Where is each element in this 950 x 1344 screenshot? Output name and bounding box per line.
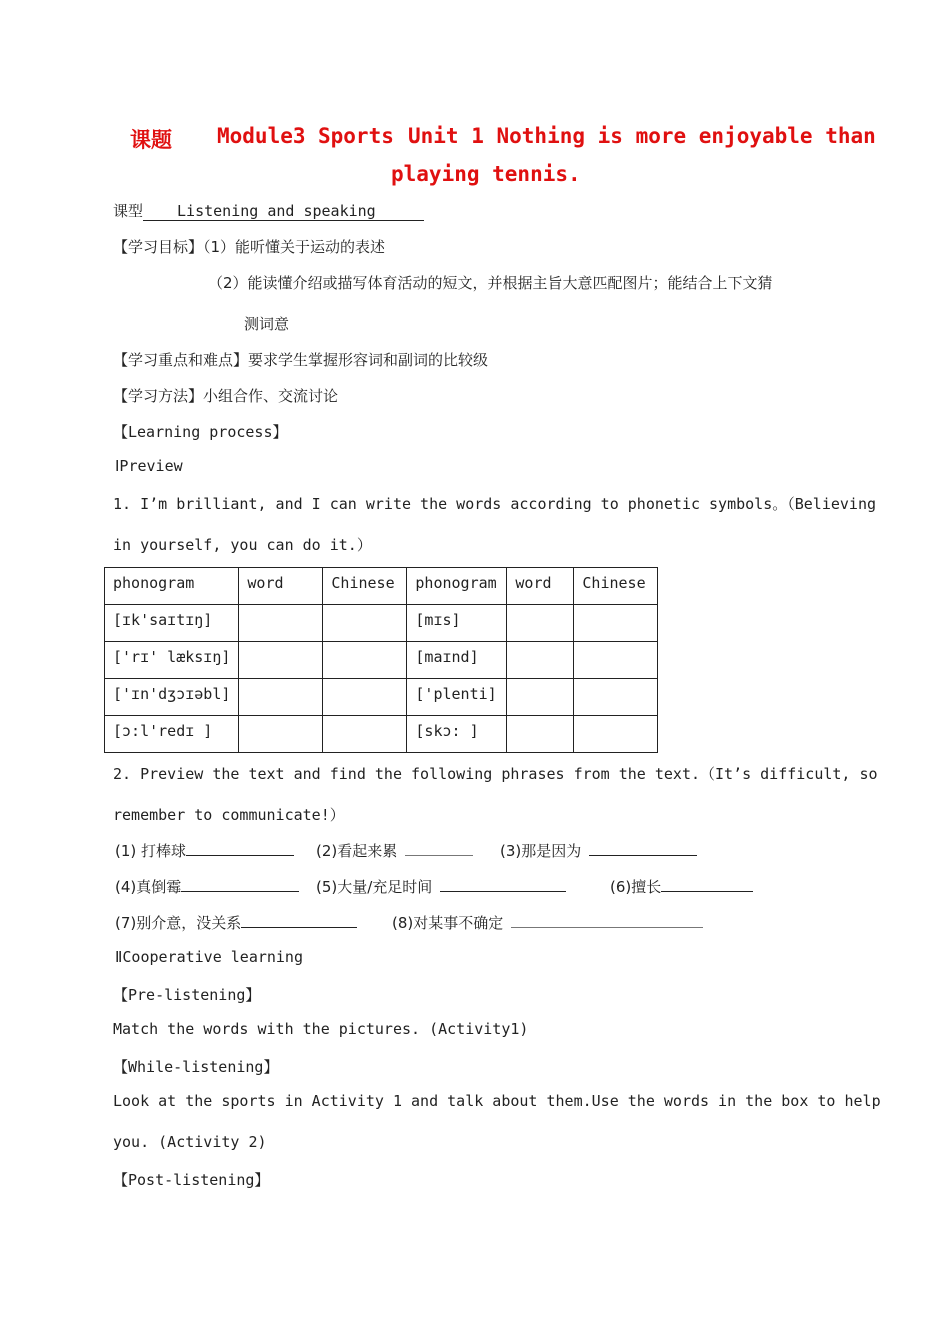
word-cell[interactable] [507,605,574,642]
phrase-6-label: (6)擅长 [610,878,662,896]
table-row [105,716,658,753]
word-cell[interactable] [507,716,574,753]
title-unit-line1: Unit 1 Nothing is more enjoyable than [408,124,876,148]
phrase-7-blank[interactable] [241,913,357,928]
phrase-2 [316,840,473,861]
phrase-5-label: (5)大量/充足时间 [316,878,433,896]
lesson-type-label: 课型 [113,202,144,220]
goals-item2: （2）能读懂介绍或描写体育活动的短文，并根据主旨大意匹配图片；能结合上下文猜 [208,274,773,292]
chinese-cell[interactable] [323,605,407,642]
phrase-4 [115,876,299,897]
phonogram-cell: [ɔ:l'redɪ ] [105,716,239,753]
phonogram-table [104,567,658,753]
goals-item1: （1）能听懂关于运动的表述 [203,238,386,256]
post-listening-heading: 【Post-listening】 [113,1171,270,1189]
phrase-8-label: (8)对某事不确定 [392,914,504,932]
phrase-3-blank[interactable] [589,841,697,856]
phrase-1-blank[interactable] [186,841,294,856]
section-preview: ⅠPreview [115,457,183,475]
table-header-row [105,568,658,605]
table-header: Chinese [574,568,658,605]
phrase-7 [115,912,357,933]
phrase-7-label: (7)别介意，没关系 [115,914,242,932]
table-row [105,642,658,679]
lesson-type [113,200,424,221]
process-heading: 【Learning process】 [113,423,288,441]
goals-heading: 【学习目标】 [113,238,204,256]
phrase-1 [115,840,294,861]
pre-listening-heading: 【Pre-listening】 [113,986,261,1004]
table-header: word [239,568,323,605]
phrase-4-label: (4)真倒霉 [115,878,182,896]
chinese-cell[interactable] [574,716,658,753]
table-header: Chinese [323,568,407,605]
chinese-cell[interactable] [323,679,407,716]
phrase-2-label: (2)看起来累 [316,842,398,860]
phonogram-cell: ['plenti] [407,679,507,716]
phrase-6 [610,876,753,897]
task2-line2: remember to communicate!） [113,806,345,824]
phonogram-cell: [mɪs] [407,605,507,642]
table-header: phonogram [407,568,507,605]
phonogram-cell: [maɪnd] [407,642,507,679]
phrase-5 [316,876,566,897]
word-cell[interactable] [239,605,323,642]
goals [113,236,385,257]
word-cell[interactable] [507,679,574,716]
learning-method: 【学习方法】小组合作、交流讨论 [113,387,339,405]
table-header: phonogram [105,568,239,605]
phrase-3 [500,840,697,861]
chinese-cell[interactable] [323,642,407,679]
table-header: word [507,568,574,605]
phonogram-cell: [skɔ: ] [407,716,507,753]
while-listening-line2: you. (Activity 2) [113,1133,267,1151]
task2-line1: 2. Preview the text and find the following phrases from the text.（It’s difficult, so [113,765,878,783]
phrase-4-blank[interactable] [181,877,299,892]
while-listening-line1: Look at the sports in Activity 1 and talk about them.Use the words in the box to help [113,1092,881,1110]
section-cooperative: ⅡCooperative learning [115,948,303,966]
while-listening-heading: 【While-listening】 [113,1058,279,1076]
phrase-1-label: (1) 打棒球 [115,842,187,860]
goals-item2-cont: 测词意 [244,315,290,333]
phonogram-cell: ['ɪn'dʒɔɪəbl] [105,679,239,716]
phrase-5-blank[interactable] [440,877,566,892]
phrase-3-label: (3)那是因为 [500,842,582,860]
chinese-cell[interactable] [323,716,407,753]
title-unit-line2: playing tennis. [391,162,581,186]
word-cell[interactable] [239,642,323,679]
phrase-2-blank[interactable] [405,841,473,856]
word-cell[interactable] [507,642,574,679]
word-cell[interactable] [239,679,323,716]
chinese-cell[interactable] [574,605,658,642]
word-cell[interactable] [239,716,323,753]
title-module: Module3 [217,124,306,148]
title-sports: Sports [318,124,394,148]
table-row [105,679,658,716]
key-points: 【学习重点和难点】要求学生掌握形容词和副词的比较级 [113,351,489,369]
table-row [105,605,658,642]
phonogram-cell: [ɪk'saɪtɪŋ] [105,605,239,642]
pre-listening-text: Match the words with the pictures. (Activity1) [113,1020,529,1038]
task1-line1: 1. I’m brilliant, and I can write the words according to phonetic symbols。（Believing [113,495,877,513]
phrase-6-blank[interactable] [661,877,753,892]
chinese-cell[interactable] [574,679,658,716]
title-label: 课题 [130,128,172,152]
lesson-type-value: Listening and speaking [143,202,424,221]
phrase-8 [392,912,703,933]
phrase-8-blank[interactable] [511,913,703,928]
phonogram-cell: ['rɪ' læksɪŋ] [105,642,239,679]
task1-line2: in yourself, you can do it.） [113,536,372,554]
chinese-cell[interactable] [574,642,658,679]
